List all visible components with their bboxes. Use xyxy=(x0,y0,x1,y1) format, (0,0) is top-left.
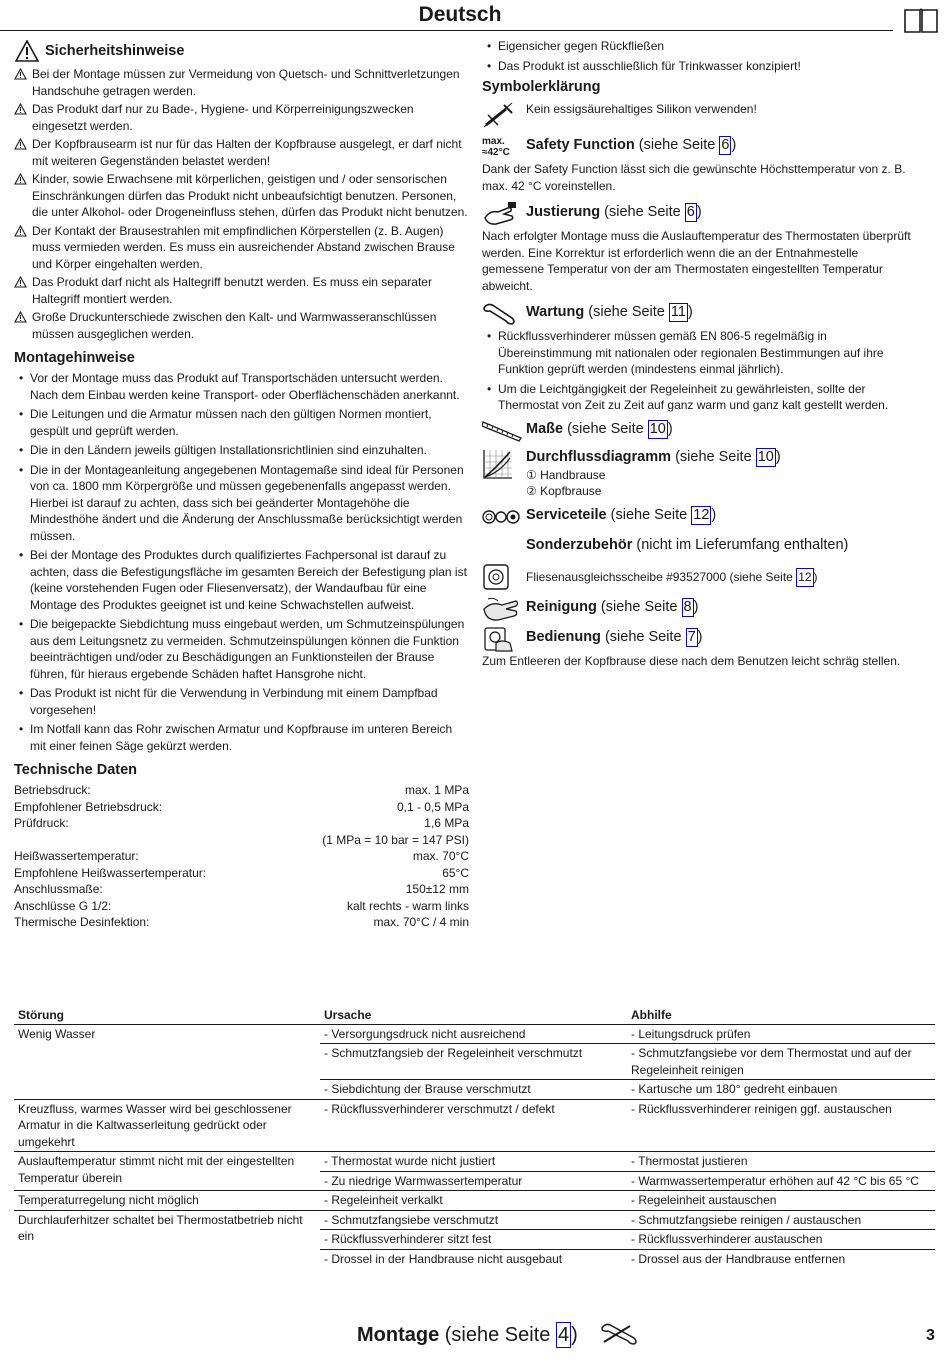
page-link-service-parts[interactable]: 12 xyxy=(693,506,710,523)
safety-item xyxy=(14,309,469,342)
adjust-row xyxy=(482,200,922,228)
adjust-text: Nach erfolgter Montage muss die Auslauftemperatur des Thermostaten überprüft werden. Eine Korrektur ist erforderlich wenn die an der Entnahmestelle gemessene Temperatur von der am Thermostaten eingestellten Temperatur abweicht. xyxy=(482,229,911,293)
tools-icon xyxy=(600,1322,640,1346)
page-ref-suffix: ) xyxy=(697,628,703,645)
page-link-maintenance[interactable]: 11 xyxy=(670,304,686,320)
tech-label: Anschlüsse G 1/2: xyxy=(14,898,112,913)
cleaning-row xyxy=(482,595,922,623)
page-ref-prefix: (siehe Seite xyxy=(584,304,669,320)
operation-heading xyxy=(526,627,702,647)
maintenance-item: • Um die Leichtgängigkeit der Regeleinheit zu gewährleisten, sollte der Thermostat von Zeit zu Zeit auf ganz warm und ganz kalt gestellt werden. xyxy=(482,381,922,414)
tech-row xyxy=(14,815,469,832)
tech-value: max. 1 MPa xyxy=(404,783,469,797)
safety-item xyxy=(14,101,469,134)
remedy-cell: - Schmutzfangsiebe vor dem Thermostat und auf der Regeleinheit reinigen xyxy=(627,1044,935,1080)
tech-label: Prüfdruck: xyxy=(14,816,69,830)
safety-item xyxy=(14,223,469,273)
dimensions-title: Maße xyxy=(526,420,564,437)
flow-diagram-icon xyxy=(482,447,526,481)
maintenance-title: Wartung xyxy=(526,304,585,320)
tech-row xyxy=(14,832,469,849)
warning-icon xyxy=(14,103,27,120)
flow-legend xyxy=(526,467,781,499)
symbols-title: Symbolerklärung xyxy=(482,79,601,95)
tile-washer-icon xyxy=(482,563,526,591)
service-parts-title: Serviceteile xyxy=(526,506,607,523)
maintenance-row xyxy=(482,300,922,328)
max-temperature-icon xyxy=(482,133,526,161)
column-header-remedy: Abhilfe xyxy=(627,1006,935,1024)
page-ref-prefix: (siehe Seite xyxy=(634,137,720,153)
operation-text: Zum Entleeren der Kopfbrause diese nach dem Benutzen leicht schräg stellen. xyxy=(482,653,901,668)
montage-title: Montage xyxy=(357,1324,440,1346)
right-bullets xyxy=(482,38,922,74)
safety-item xyxy=(14,274,469,307)
page-ref-suffix: ) xyxy=(813,569,818,584)
tech-value: 150±12 mm xyxy=(405,882,469,896)
cleaning-heading xyxy=(526,597,698,617)
tech-row xyxy=(14,914,469,931)
warning-icon xyxy=(14,311,27,328)
remedy-cell: - Drossel aus der Handbrause entfernen xyxy=(627,1249,935,1268)
right-column xyxy=(482,38,922,671)
table-header-row xyxy=(14,1006,935,1024)
montage-hint-item: • Die in den Ländern jeweils gültigen Installationsrichtlinien sind einzuhalten. xyxy=(14,442,469,459)
table-row xyxy=(14,1191,935,1211)
tech-value: (1 MPa = 10 bar = 147 PSI) xyxy=(322,832,469,847)
accessories-title: Sonderzubehör xyxy=(526,536,633,553)
accessories-spacer xyxy=(482,533,526,561)
page-ref-prefix: (siehe Seite xyxy=(596,598,682,615)
temp-label: ≈42°C xyxy=(482,147,510,158)
feature-item: • Eigensicher gegen Rückfließen xyxy=(482,38,922,55)
tile-washer-row xyxy=(482,563,922,591)
montage-hint-item: • Die in der Montageanleitung angegebenen Montagemaße sind ideal für Personen von ca. 1800 mm Körpergröße und müssen gegebenenfalls angepasst werden. Hierbei ist darauf zu achten, dass sich bei geänderter Montagehöhe die Mindesthöhe ändert und die Änderung der Anschlussmaße berücksichtigt werden müssen. xyxy=(14,462,469,545)
warning-icon xyxy=(15,40,39,62)
tech-row xyxy=(14,898,469,915)
cause-cell: - Schmutzfangsieb der Regeleinheit verschmutzt xyxy=(320,1044,627,1080)
maintenance-item: • Rückflussverhinderer müssen gemäß EN 806-5 regelmäßig in Übereinstimmung mit nationalen oder regionalen Bestimmungen auf ihre Funktion geprüft werden (mindestens einmal jährlich). xyxy=(482,328,922,378)
warning-icon xyxy=(14,276,27,293)
safety-item-text: Das Produkt darf nur zu Bade-, Hygiene- und Körperreinigungszwecken eingesetzt werden. xyxy=(32,102,414,133)
page-link-montage[interactable]: 4 xyxy=(557,1324,570,1346)
safety-item xyxy=(14,136,469,169)
tech-value: 65°C xyxy=(442,865,469,880)
book-icon xyxy=(903,6,939,34)
cause-cell: - Zu niedrige Warmwassertemperatur xyxy=(320,1171,627,1191)
safety-item xyxy=(14,171,469,221)
tech-row xyxy=(14,848,469,865)
maintenance-heading xyxy=(526,302,693,322)
tech-label: Anschlussmaße: xyxy=(14,882,103,896)
safety-item-text: Der Kontakt der Brausestrahlen mit empfindlichen Körperstellen (z. B. Augen) muss vermieden werden. Es muss ein ausreichender Abstand zwischen Brause und Körper eingehalten werden. xyxy=(32,223,455,271)
remedy-cell: - Warmwassertemperatur erhöhen auf 42 °C bis 65 °C xyxy=(627,1171,935,1191)
tech-data-list xyxy=(14,782,469,931)
table-row xyxy=(14,1210,935,1230)
troubleshooting-table xyxy=(14,1006,935,1268)
accessories-suffix: (nicht im Lieferumfang enthalten) xyxy=(632,536,849,553)
tech-title: Technische Daten xyxy=(14,762,138,778)
warning-icon xyxy=(14,173,27,190)
page-ref-suffix: ) xyxy=(693,598,699,615)
safety-list xyxy=(14,66,469,342)
silicone-row xyxy=(482,101,922,129)
feature-item: • Das Produkt ist ausschließlich für Trinkwasser konzipiert! xyxy=(482,58,922,75)
warning-icon xyxy=(14,225,27,242)
montage-hint-item: • Die beigepackte Siebdichtung muss eingebaut werden, um Schmutzeinspülungen aus dem Leitungsnetz zu vermeiden. Schmutzeinspülungen können die Funktion beeinträchtigen und/oder zu Beschädigungen an Funktionsteilen der Brause führen, für hieraus ergebende Schäden haftet Hansgrohe nicht. xyxy=(14,616,469,682)
page-link-dimensions[interactable]: 10 xyxy=(649,420,666,437)
wrench-icon xyxy=(482,300,526,328)
column-header-cause: Ursache xyxy=(320,1006,627,1024)
table-row xyxy=(14,1099,935,1152)
page-ref-suffix: ) xyxy=(667,420,673,437)
montage-hint-item: • Bei der Montage des Produktes durch qualifiziertes Fachpersonal ist darauf zu achten, dass die Befestigungsfläche im gesamten Bereich der Befestigung plan ist (keine vorstehenden Fugen oder Fliesenversatz), der Wandaufbau für eine Montage des Produktes geeignet ist und keine Schwachstellen aufweist. xyxy=(14,547,469,613)
operation-title: Bedienung xyxy=(526,628,601,645)
service-parts-heading xyxy=(526,505,716,525)
tech-value: 1,6 MPa xyxy=(424,816,469,830)
tech-label: Empfohlene Heißwassertemperatur: xyxy=(14,865,207,880)
safety-item-text: Das Produkt darf nicht als Haltegriff benutzt werden. Es muss ein separater Haltegriff montiert werden. xyxy=(32,275,432,306)
cause-cell: - Schmutzfangsiebe verschmutzt xyxy=(320,1210,627,1230)
safety-item-text: Kinder, sowie Erwachsene mit körperlichen, geistigen und / oder sensorischen Einschränkungen dürfen das Produkt nicht unbeaufsichtigt benutzen. Personen, die unter Alkohol- oder Drogeneinfluss stehen, dürfen das Produkt nicht benutzen. xyxy=(32,172,468,219)
page-ref-suffix: ) xyxy=(571,1324,578,1346)
page-header xyxy=(0,0,950,36)
accessories-row xyxy=(482,533,922,561)
safety-item-text: Große Druckunterschiede zwischen den Kalt- und Warmwasseranschlüssen müssen ausgeglichen werden. xyxy=(32,310,437,341)
fault-cell: Auslauftemperatur stimmt nicht mit der eingestellten Temperatur überein xyxy=(14,1152,320,1191)
page-footer xyxy=(0,1318,950,1354)
tech-value: 0,1 - 0,5 MPa xyxy=(396,799,469,814)
page-ref-prefix: (siehe Seite xyxy=(606,506,692,523)
page-link-safety[interactable]: 6 xyxy=(721,137,730,153)
tech-value: max. 70°C xyxy=(412,849,469,863)
flow-legend-item: ② Kopfbrause xyxy=(526,483,602,498)
page-ref-prefix: (siehe Seite xyxy=(671,448,756,465)
safety-item-text: Bei der Montage müssen zur Vermeidung von Quetsch- und Schnittverletzungen Handschuhe getragen werden. xyxy=(32,67,460,98)
montage-hint-item: • Im Notfall kann das Rohr zwischen Armatur und Kopfbrause im unteren Bereich mit einer feinen Säge gekürzt werden. xyxy=(14,721,469,754)
page-link-tile-washer[interactable]: 12 xyxy=(796,568,813,587)
tech-label: Betriebsdruck: xyxy=(14,783,91,797)
page-ref-suffix: ) xyxy=(731,137,737,153)
tile-washer-text xyxy=(526,568,818,587)
cleaning-title: Reinigung xyxy=(526,598,597,615)
tech-label: Empfohlener Betriebsdruck: xyxy=(14,799,163,814)
tech-label: Heißwassertemperatur: xyxy=(14,849,139,863)
montage-hint-item: • Das Produkt ist nicht für die Verwendung in Verbindung mit einem Dampfbad vorgesehen! xyxy=(14,685,469,718)
warning-icon xyxy=(14,68,27,85)
remedy-cell: - Kartusche um 180° gedreht einbauen xyxy=(627,1080,935,1100)
cause-cell: - Rückflussverhinderer verschmutzt / defekt xyxy=(320,1099,627,1152)
remedy-cell: - Regeleinheit austauschen xyxy=(627,1191,935,1211)
accessories-heading xyxy=(526,535,848,555)
safety-function-title: Safety Function xyxy=(526,137,635,153)
service-parts-icon xyxy=(482,503,526,531)
safety-item xyxy=(14,66,469,99)
page-title: Deutsch xyxy=(418,3,502,26)
remedy-cell: - Thermostat justieren xyxy=(627,1152,935,1172)
tech-label: Thermische Desinfektion: xyxy=(14,915,150,929)
remedy-cell: - Rückflussverhinderer austauschen xyxy=(627,1230,935,1250)
remedy-cell: - Leitungsdruck prüfen xyxy=(631,1026,751,1041)
page-ref-prefix: (siehe Seite xyxy=(600,204,685,220)
tech-row xyxy=(14,881,469,898)
cause-cell: - Regeleinheit verkalkt xyxy=(320,1191,627,1211)
tech-row xyxy=(14,782,469,799)
cleaning-hand-icon xyxy=(482,595,526,623)
page-ref-prefix: (siehe Seite xyxy=(600,628,686,645)
tile-washer-label: Fliesenausgleichsscheibe #93527000 (siehe Seite xyxy=(526,569,797,584)
tech-value: max. 70°C / 4 min xyxy=(373,915,469,929)
operation-hand-icon xyxy=(482,625,526,653)
max-label: max. xyxy=(482,136,505,147)
table-row xyxy=(14,1024,935,1044)
cause-cell: - Siebdichtung der Brause verschmutzt xyxy=(320,1080,627,1100)
fault-cell: Temperaturregelung nicht möglich xyxy=(14,1191,320,1211)
adjust-heading xyxy=(526,202,702,222)
fault-cell: Kreuzfluss, warmes Wasser wird bei geschlossener Armatur in die Kaltwasserleitung gedrückt oder umgekehrt xyxy=(14,1099,320,1152)
montage-hints-list xyxy=(14,370,469,754)
adjust-title: Justierung xyxy=(526,204,601,220)
safety-function-row xyxy=(482,133,922,161)
operation-row xyxy=(482,625,922,653)
flow-row xyxy=(482,447,922,499)
fault-cell: Wenig Wasser xyxy=(18,1026,96,1041)
page-link-adjust[interactable]: 6 xyxy=(686,204,695,220)
troubleshooting-body xyxy=(14,1024,935,1268)
page-ref-suffix: ) xyxy=(775,448,781,465)
page-ref-prefix: (siehe Seite xyxy=(563,420,648,437)
safety-function-heading xyxy=(526,135,736,155)
page-ref-suffix: ) xyxy=(696,204,702,220)
montage-hint-item: • Die Leitungen und die Armatur müssen nach den gültigen Normen montiert, gespült und geprüft werden. xyxy=(14,406,469,439)
page-ref-suffix: ) xyxy=(687,304,693,320)
cause-cell: - Versorgungsdruck nicht ausreichend xyxy=(324,1026,526,1041)
silicone-text: Kein essigsäurehaltiges Silikon verwenden! xyxy=(526,102,757,116)
tech-row xyxy=(14,865,469,882)
safety-item-text: Der Kopfbrausearm ist nur für das Halten der Kopfbrause ausgelegt, er darf nicht mit weiteren Gegenständen belastet werden! xyxy=(32,137,462,168)
left-column xyxy=(14,40,469,931)
montage-reference xyxy=(357,1322,578,1348)
montage-hints-title: Montagehinweise xyxy=(14,350,135,366)
remedy-cell: - Schmutzfangsiebe reinigen / austauschen xyxy=(627,1210,935,1230)
maintenance-list xyxy=(482,328,922,414)
page-ref-prefix: (siehe Seite xyxy=(439,1324,556,1346)
page-link-cleaning[interactable]: 8 xyxy=(683,598,692,615)
safety-heading xyxy=(15,40,469,62)
tech-value: kalt rechts - warm links xyxy=(346,898,469,913)
page-link-operation[interactable]: 7 xyxy=(687,628,696,645)
service-parts-row xyxy=(482,503,922,531)
safety-title: Sicherheitshinweise xyxy=(45,43,185,59)
silicone-gun-icon xyxy=(482,101,526,129)
ruler-icon xyxy=(482,417,526,445)
page-number: 3 xyxy=(926,1327,935,1344)
remedy-cell: - Rückflussverhinderer reinigen ggf. austauschen xyxy=(627,1099,935,1152)
flow-legend-item: ① Handbrause xyxy=(526,467,606,482)
header-rule xyxy=(0,30,893,31)
cause-cell: - Rückflussverhinderer sitzt fest xyxy=(320,1230,627,1250)
cause-cell: - Thermostat wurde nicht justiert xyxy=(320,1152,627,1172)
cause-cell: - Drossel in der Handbrause nicht ausgebaut xyxy=(320,1249,627,1268)
dimensions-row xyxy=(482,417,922,445)
flow-block xyxy=(526,447,781,499)
fault-cell: Durchlauferhitzer schaltet bei Thermostatbetrieb nicht ein xyxy=(14,1210,320,1268)
page-link-flow[interactable]: 10 xyxy=(757,448,774,465)
dimensions-heading xyxy=(526,419,673,439)
safety-function-text: Dank der Safety Function lässt sich die gewünschte Höchsttemperatur von z. B. max. 42 °C voreinstellen. xyxy=(482,162,906,193)
adjust-hand-icon xyxy=(482,200,526,228)
flow-title: Durchflussdiagramm xyxy=(526,448,672,465)
page-ref-suffix: ) xyxy=(711,506,717,523)
tech-row xyxy=(14,799,469,816)
column-header-fault: Störung xyxy=(14,1006,320,1024)
table-row xyxy=(14,1152,935,1172)
warning-icon xyxy=(14,138,27,155)
montage-hint-item: • Vor der Montage muss das Produkt auf Transportschäden untersucht werden. Nach dem Einbau werden keine Transport- oder Oberflächenschäden anerkannt. xyxy=(14,370,469,403)
flow-heading xyxy=(526,447,781,467)
